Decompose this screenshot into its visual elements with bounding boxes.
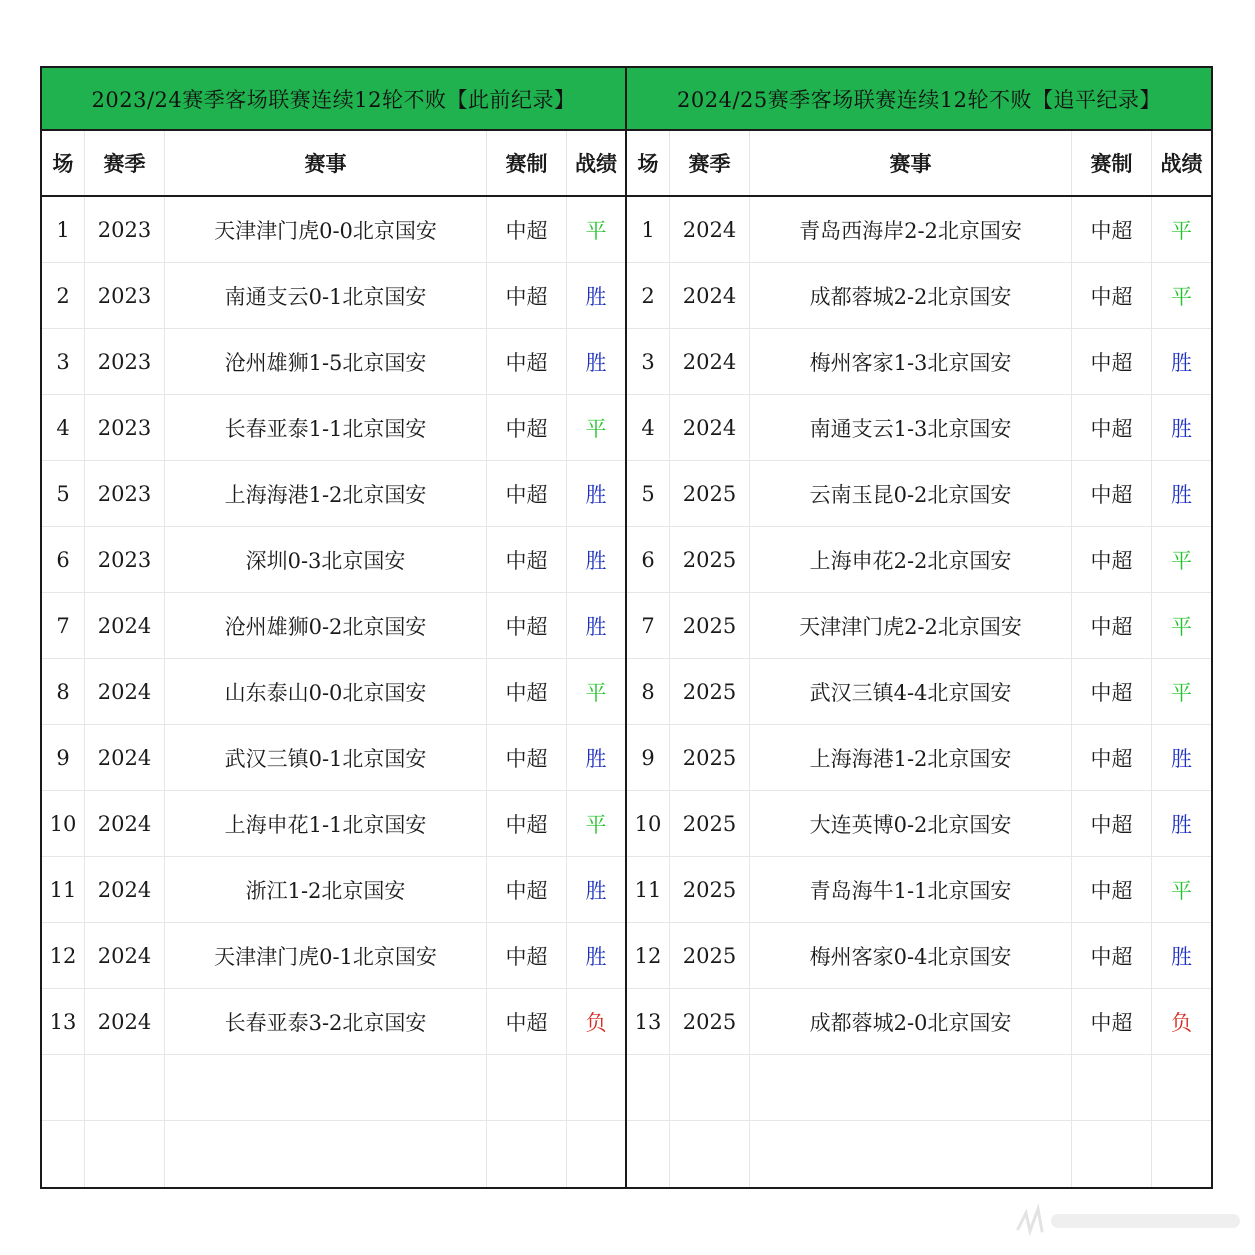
left-panel-previous-record bbox=[42, 68, 627, 1187]
table-row bbox=[627, 395, 1211, 461]
row-format: 中超 bbox=[1072, 197, 1152, 262]
row-format bbox=[487, 1121, 567, 1187]
row-result bbox=[567, 1121, 625, 1187]
row-no: 3 bbox=[627, 329, 670, 394]
header-no: 场 bbox=[627, 131, 670, 195]
row-no: 8 bbox=[42, 659, 85, 724]
row-format: 中超 bbox=[1072, 263, 1152, 328]
row-match bbox=[165, 1121, 487, 1187]
row-format bbox=[487, 1055, 567, 1120]
empty-table-row bbox=[42, 1055, 625, 1121]
row-match: 天津津门虎2-2北京国安 bbox=[750, 593, 1072, 658]
row-no: 3 bbox=[42, 329, 85, 394]
header-format: 赛制 bbox=[1072, 131, 1152, 195]
row-format: 中超 bbox=[487, 197, 567, 262]
row-format: 中超 bbox=[487, 461, 567, 526]
row-season: 2024 bbox=[670, 395, 750, 460]
row-match bbox=[165, 1055, 487, 1120]
empty-table-row bbox=[627, 1121, 1211, 1187]
row-season: 2025 bbox=[670, 593, 750, 658]
row-season: 2024 bbox=[85, 923, 165, 988]
row-season: 2025 bbox=[670, 923, 750, 988]
row-result bbox=[1152, 1055, 1211, 1120]
left-table bbox=[42, 131, 625, 1187]
row-result: 平 bbox=[1171, 878, 1192, 903]
table-row bbox=[627, 329, 1211, 395]
header-match: 赛事 bbox=[750, 131, 1072, 195]
row-match: 青岛西海岸2-2北京国安 bbox=[750, 197, 1072, 262]
header-match: 赛事 bbox=[165, 131, 487, 195]
row-no: 13 bbox=[42, 989, 85, 1054]
row-match: 上海申花1-1北京国安 bbox=[165, 791, 487, 856]
row-season bbox=[85, 1121, 165, 1187]
table-row bbox=[42, 527, 625, 593]
row-season: 2025 bbox=[670, 791, 750, 856]
row-result: 负 bbox=[1171, 1010, 1192, 1035]
row-season: 2024 bbox=[670, 263, 750, 328]
row-result: 胜 bbox=[1171, 746, 1192, 771]
row-season: 2023 bbox=[85, 527, 165, 592]
header-result: 战绩 bbox=[1160, 151, 1203, 176]
row-format bbox=[1072, 1121, 1152, 1187]
row-format: 中超 bbox=[487, 725, 567, 790]
row-no: 6 bbox=[627, 527, 670, 592]
row-no: 11 bbox=[627, 857, 670, 922]
row-no: 11 bbox=[42, 857, 85, 922]
row-format: 中超 bbox=[487, 527, 567, 592]
right-panel-tied-record bbox=[627, 68, 1211, 1187]
row-result: 平 bbox=[1171, 218, 1192, 243]
table-row bbox=[42, 593, 625, 659]
table-row bbox=[42, 857, 625, 923]
row-no: 12 bbox=[627, 923, 670, 988]
left-table-header bbox=[42, 131, 625, 197]
row-format: 中超 bbox=[1072, 527, 1152, 592]
table-row bbox=[42, 263, 625, 329]
row-result: 胜 bbox=[1171, 350, 1192, 375]
row-result: 平 bbox=[585, 218, 607, 243]
row-format: 中超 bbox=[487, 923, 567, 988]
row-result: 负 bbox=[585, 1010, 607, 1035]
row-match bbox=[750, 1055, 1072, 1120]
row-match: 沧州雄狮0-2北京国安 bbox=[165, 593, 487, 658]
empty-table-row bbox=[42, 1121, 625, 1187]
row-format: 中超 bbox=[1072, 857, 1152, 922]
row-season: 2025 bbox=[670, 857, 750, 922]
row-format: 中超 bbox=[1072, 923, 1152, 988]
row-match: 南通支云1-3北京国安 bbox=[750, 395, 1072, 460]
row-result bbox=[1152, 1121, 1211, 1187]
row-match: 武汉三镇0-1北京国安 bbox=[165, 725, 487, 790]
row-no bbox=[42, 1121, 85, 1187]
row-result: 胜 bbox=[1171, 812, 1192, 837]
row-match: 浙江1-2北京国安 bbox=[165, 857, 487, 922]
row-no: 2 bbox=[627, 263, 670, 328]
row-result: 平 bbox=[1171, 680, 1192, 705]
row-result: 平 bbox=[1171, 284, 1192, 309]
row-no: 5 bbox=[627, 461, 670, 526]
row-format: 中超 bbox=[487, 395, 567, 460]
row-result: 平 bbox=[585, 680, 607, 705]
table-row bbox=[42, 329, 625, 395]
row-no: 6 bbox=[42, 527, 85, 592]
table-row bbox=[627, 197, 1211, 263]
table-row bbox=[627, 725, 1211, 791]
row-format: 中超 bbox=[487, 989, 567, 1054]
row-result: 平 bbox=[1171, 548, 1192, 573]
row-season: 2025 bbox=[670, 659, 750, 724]
row-season: 2024 bbox=[85, 725, 165, 790]
row-result: 胜 bbox=[585, 284, 607, 309]
row-no: 9 bbox=[42, 725, 85, 790]
row-match: 武汉三镇4-4北京国安 bbox=[750, 659, 1072, 724]
row-season: 2023 bbox=[85, 395, 165, 460]
row-match: 长春亚泰1-1北京国安 bbox=[165, 395, 487, 460]
header-format: 赛制 bbox=[487, 131, 567, 195]
row-match: 大连英博0-2北京国安 bbox=[750, 791, 1072, 856]
row-format: 中超 bbox=[1072, 461, 1152, 526]
table-row bbox=[42, 197, 625, 263]
row-no: 10 bbox=[42, 791, 85, 856]
row-season: 2023 bbox=[85, 263, 165, 328]
row-no: 12 bbox=[42, 923, 85, 988]
row-match bbox=[750, 1121, 1072, 1187]
table-row bbox=[627, 593, 1211, 659]
row-format: 中超 bbox=[1072, 989, 1152, 1054]
row-no: 9 bbox=[627, 725, 670, 790]
row-match: 梅州客家1-3北京国安 bbox=[750, 329, 1072, 394]
row-format: 中超 bbox=[487, 659, 567, 724]
row-season bbox=[85, 1055, 165, 1120]
row-format: 中超 bbox=[487, 593, 567, 658]
row-no: 7 bbox=[627, 593, 670, 658]
row-format: 中超 bbox=[487, 263, 567, 328]
row-season: 2024 bbox=[670, 329, 750, 394]
row-season: 2024 bbox=[670, 197, 750, 262]
row-format: 中超 bbox=[487, 791, 567, 856]
table-row bbox=[42, 989, 625, 1055]
right-table bbox=[627, 131, 1211, 1187]
row-no: 10 bbox=[627, 791, 670, 856]
row-match: 山东泰山0-0北京国安 bbox=[165, 659, 487, 724]
row-match: 云南玉昆0-2北京国安 bbox=[750, 461, 1072, 526]
row-format: 中超 bbox=[1072, 593, 1152, 658]
row-result: 胜 bbox=[585, 944, 607, 969]
row-format: 中超 bbox=[487, 857, 567, 922]
table-row bbox=[627, 923, 1211, 989]
row-format: 中超 bbox=[1072, 329, 1152, 394]
table-row bbox=[627, 659, 1211, 725]
empty-table-row bbox=[627, 1055, 1211, 1121]
row-season: 2025 bbox=[670, 989, 750, 1054]
row-season: 2023 bbox=[85, 461, 165, 526]
row-no: 1 bbox=[627, 197, 670, 262]
row-result bbox=[567, 1055, 625, 1120]
table-row bbox=[42, 923, 625, 989]
row-no: 4 bbox=[627, 395, 670, 460]
row-no: 2 bbox=[42, 263, 85, 328]
header-season: 赛季 bbox=[85, 131, 165, 195]
row-result: 胜 bbox=[585, 350, 607, 375]
left-table-body bbox=[42, 197, 625, 1187]
row-result: 胜 bbox=[585, 878, 607, 903]
row-match: 上海海港1-2北京国安 bbox=[165, 461, 487, 526]
row-format: 中超 bbox=[487, 329, 567, 394]
table-row bbox=[42, 395, 625, 461]
row-no: 1 bbox=[42, 197, 85, 262]
table-row bbox=[42, 461, 625, 527]
row-no: 8 bbox=[627, 659, 670, 724]
row-match: 梅州客家0-4北京国安 bbox=[750, 923, 1072, 988]
row-match: 青岛海牛1-1北京国安 bbox=[750, 857, 1072, 922]
table-row bbox=[627, 791, 1211, 857]
row-season: 2024 bbox=[85, 593, 165, 658]
row-format: 中超 bbox=[1072, 791, 1152, 856]
row-season: 2023 bbox=[85, 197, 165, 262]
row-format bbox=[1072, 1055, 1152, 1120]
row-format: 中超 bbox=[1072, 659, 1152, 724]
table-row bbox=[42, 791, 625, 857]
row-result: 胜 bbox=[585, 746, 607, 771]
row-no bbox=[42, 1055, 85, 1120]
row-season: 2025 bbox=[670, 725, 750, 790]
row-season bbox=[670, 1055, 750, 1120]
row-result: 胜 bbox=[1171, 416, 1192, 441]
table-row bbox=[42, 725, 625, 791]
row-match: 天津津门虎0-1北京国安 bbox=[165, 923, 487, 988]
row-match: 成都蓉城2-2北京国安 bbox=[750, 263, 1072, 328]
row-season: 2024 bbox=[85, 791, 165, 856]
row-no bbox=[627, 1121, 670, 1187]
row-match: 天津津门虎0-0北京国安 bbox=[165, 197, 487, 262]
row-season: 2024 bbox=[85, 659, 165, 724]
header-no: 场 bbox=[42, 131, 85, 195]
row-format: 中超 bbox=[1072, 725, 1152, 790]
row-no: 7 bbox=[42, 593, 85, 658]
header-result: 战绩 bbox=[575, 151, 617, 176]
watermark-logo bbox=[1008, 1201, 1243, 1241]
record-sheet bbox=[40, 66, 1213, 1189]
row-result: 胜 bbox=[1171, 944, 1192, 969]
row-season: 2025 bbox=[670, 461, 750, 526]
header-season: 赛季 bbox=[670, 131, 750, 195]
row-season: 2024 bbox=[85, 857, 165, 922]
row-season: 2023 bbox=[85, 329, 165, 394]
row-match: 上海海港1-2北京国安 bbox=[750, 725, 1072, 790]
row-result: 胜 bbox=[585, 482, 607, 507]
row-result: 平 bbox=[1171, 614, 1192, 639]
row-season: 2025 bbox=[670, 527, 750, 592]
row-match: 深圳0-3北京国安 bbox=[165, 527, 487, 592]
right-table-header bbox=[627, 131, 1211, 197]
table-row bbox=[627, 857, 1211, 923]
right-table-body bbox=[627, 197, 1211, 1187]
row-result: 胜 bbox=[585, 548, 607, 573]
table-row bbox=[627, 461, 1211, 527]
left-panel-title: 2023/24赛季客场联赛连续12轮不败【此前纪录】 bbox=[42, 68, 625, 131]
row-season bbox=[670, 1121, 750, 1187]
table-row bbox=[42, 659, 625, 725]
row-match: 上海申花2-2北京国安 bbox=[750, 527, 1072, 592]
row-season: 2024 bbox=[85, 989, 165, 1054]
row-result: 胜 bbox=[585, 614, 607, 639]
row-no: 4 bbox=[42, 395, 85, 460]
row-result: 平 bbox=[585, 416, 607, 441]
row-no bbox=[627, 1055, 670, 1120]
row-no: 13 bbox=[627, 989, 670, 1054]
table-row bbox=[627, 989, 1211, 1055]
row-result: 胜 bbox=[1171, 482, 1192, 507]
row-match: 南通支云0-1北京国安 bbox=[165, 263, 487, 328]
row-format: 中超 bbox=[1072, 395, 1152, 460]
right-panel-title: 2024/25赛季客场联赛连续12轮不败【追平纪录】 bbox=[627, 68, 1211, 131]
row-match: 沧州雄狮1-5北京国安 bbox=[165, 329, 487, 394]
table-row bbox=[627, 263, 1211, 329]
row-result: 平 bbox=[585, 812, 607, 837]
row-match: 成都蓉城2-0北京国安 bbox=[750, 989, 1072, 1054]
table-row bbox=[627, 527, 1211, 593]
row-match: 长春亚泰3-2北京国安 bbox=[165, 989, 487, 1054]
row-no: 5 bbox=[42, 461, 85, 526]
